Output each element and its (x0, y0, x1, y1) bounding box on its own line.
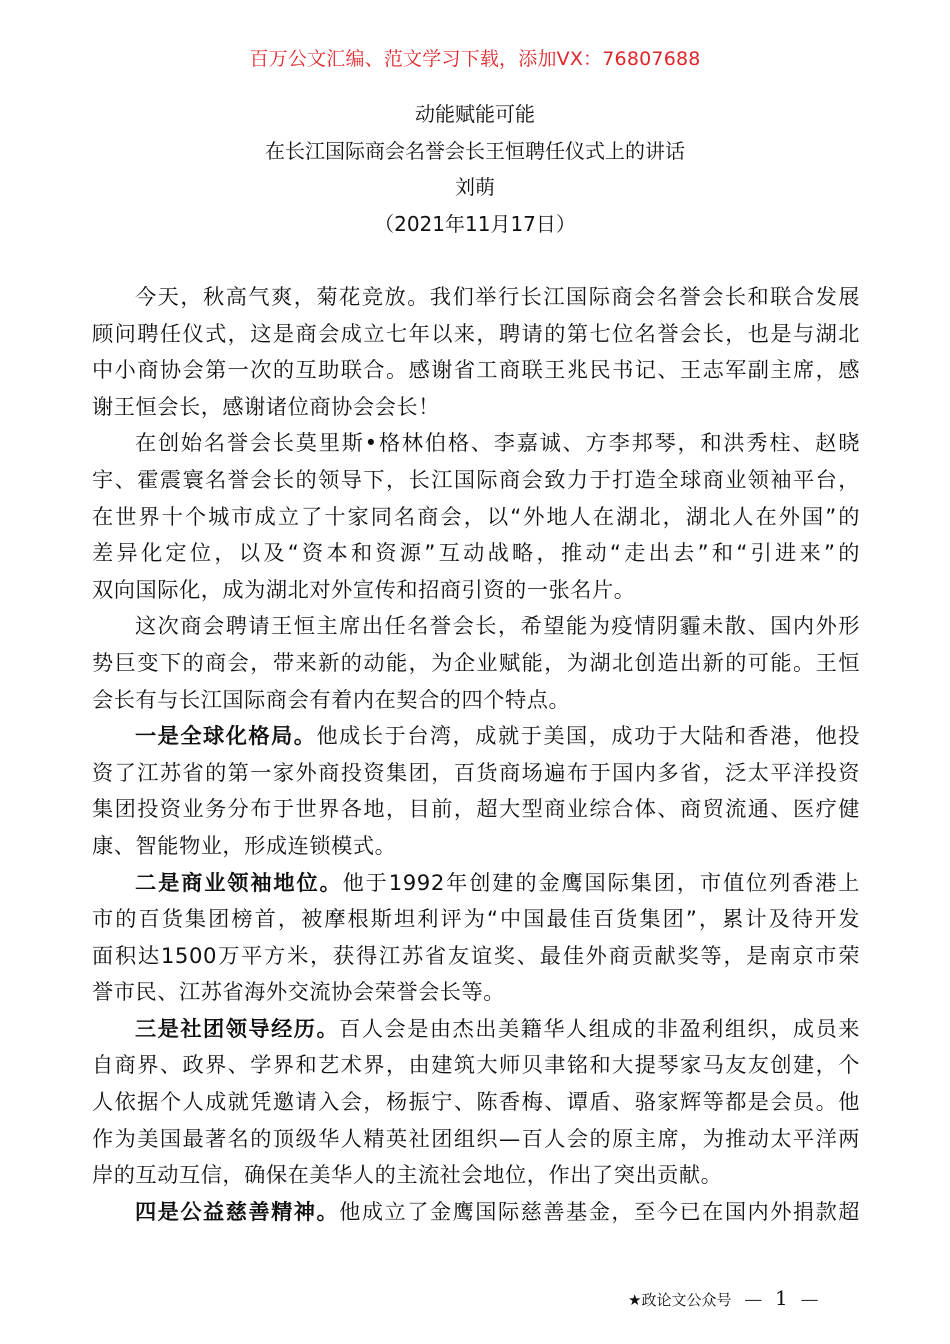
paragraph-history (92, 425, 860, 608)
text-line: 顾问聘任仪式，这是商会成立七年以来，聘请的第七位名誉会长，也是与湖北 (92, 320, 860, 346)
text-line: 会长有与长江国际商会有着内在契合的四个特点。 (92, 686, 571, 712)
text-line: 在创始名誉会长莫里斯•格林伯格、李嘉诚、方李邦琴，和洪秀柱、赵晓 (135, 430, 860, 456)
text-line: 作为美国最著名的顶级华人精英社团组织—百人会的原主席，为推动太平洋两 (92, 1125, 860, 1151)
page-footer (628, 1286, 819, 1310)
text-line: 谢王恒会长，感谢诸位商协会会长！ (92, 393, 440, 419)
text-line: 岸的互动互信，确保在美华人的主流社会地位，作出了突出贡献。 (92, 1162, 723, 1188)
text-line (92, 865, 860, 902)
text-line (92, 1194, 860, 1231)
text-line: 康、智能物业，形成连锁模式。 (92, 832, 397, 858)
point-heading: 三是社团领导经历。 (135, 1015, 340, 1041)
text-span: 他成立了金鹰国际慈善基金，至今已在国内外捐款超 (339, 1198, 860, 1224)
text-line: 在世界十个城市成立了十家同名商会，以“外地人在湖北，湖北人在外国”的 (92, 503, 860, 529)
text-line (92, 718, 860, 755)
document-author: 刘萌 (455, 175, 495, 199)
point-heading: 一是全球化格局。 (135, 723, 317, 749)
watermark-banner: 百万公文汇编、范文学习下载，添加VX：76807688 (249, 48, 701, 70)
source-label: ★政论文公众号 (628, 1291, 732, 1309)
text-line: 集团投资业务分布于世界各地，目前，超大型商业综合体、商贸流通、医疗健 (92, 796, 860, 822)
text-line (92, 1011, 860, 1048)
paragraph-opening (92, 279, 860, 425)
text-span: 他于1992年创建的金鹰国际集团，市值位列香港上 (342, 869, 861, 895)
paragraph-point-four (92, 1194, 860, 1231)
paragraph-point-two (92, 865, 860, 1011)
text-span: 百人会是由杰出美籍华人组成的非盈利组织，成员来 (339, 1015, 860, 1041)
page-number: 1 (775, 1286, 788, 1310)
dash-right: — (800, 1289, 819, 1310)
paragraph-purpose (92, 608, 860, 718)
text-line: 宇、霍震寰名誉会长的领导下，长江国际商会致力于打造全球商业领袖平台， (92, 466, 860, 492)
text-span: 他成长于台湾，成就于美国，成功于大陆和香港，他投 (316, 723, 861, 749)
text-line: 市的百货集团榜首，被摩根斯坦利评为“中国最佳百货集团”，累计及待开发 (92, 906, 860, 932)
document-subtitle: 在长江国际商会名誉会长王恒聘任仪式上的讲话 (265, 138, 685, 163)
text-line: 自商界、政界、学界和艺术界，由建筑大师贝聿铭和大提琴家马友友创建，个 (92, 1052, 860, 1078)
point-heading: 二是商业领袖地位。 (135, 869, 343, 895)
text-line: 誉市民、江苏省海外交流协会荣誉会长等。 (92, 979, 506, 1005)
point-heading: 四是公益慈善精神。 (135, 1198, 340, 1224)
text-line: 这次商会聘请王恒主席出任名誉会长，希望能为疫情阴霾未散、国内外形 (135, 613, 860, 639)
text-line: 资了江苏省的第一家外商投资集团，百货商场遍布于国内多省，泛太平洋投资 (92, 759, 860, 785)
document-header (0, 96, 950, 242)
text-line: 中小商协会第一次的互助联合。感谢省工商联王兆民书记、王志军副主席，感 (92, 357, 860, 383)
paragraph-point-three (92, 1011, 860, 1194)
text-line: 今天，秋高气爽，菊花竞放。我们举行长江国际商会名誉会长和联合发展 (135, 284, 860, 309)
text-line: 人依据个人成就凭邀请入会，杨振宁、陈香梅、谭盾、骆家辉等都是会员。他 (92, 1089, 860, 1115)
text-line: 双向国际化，成为湖北对外宣传和招商引资的一张名片。 (92, 576, 636, 602)
dash-left: — (744, 1289, 763, 1310)
text-line: 面积达1500万平方米，获得江苏省友谊奖、最佳外商贡献奖等，是南京市荣 (92, 942, 860, 968)
document-body (92, 279, 860, 1230)
document-title: 动能赋能可能 (415, 102, 535, 126)
document-date: （2021年11月17日） (374, 211, 576, 236)
paragraph-point-one (92, 718, 860, 864)
text-line: 差异化定位，以及“资本和资源”互动战略，推动“走出去”和“引进来”的 (92, 540, 860, 566)
text-line: 势巨变下的商会，带来新的动能，为企业赋能，为湖北创造出新的可能。王恒 (92, 649, 860, 675)
